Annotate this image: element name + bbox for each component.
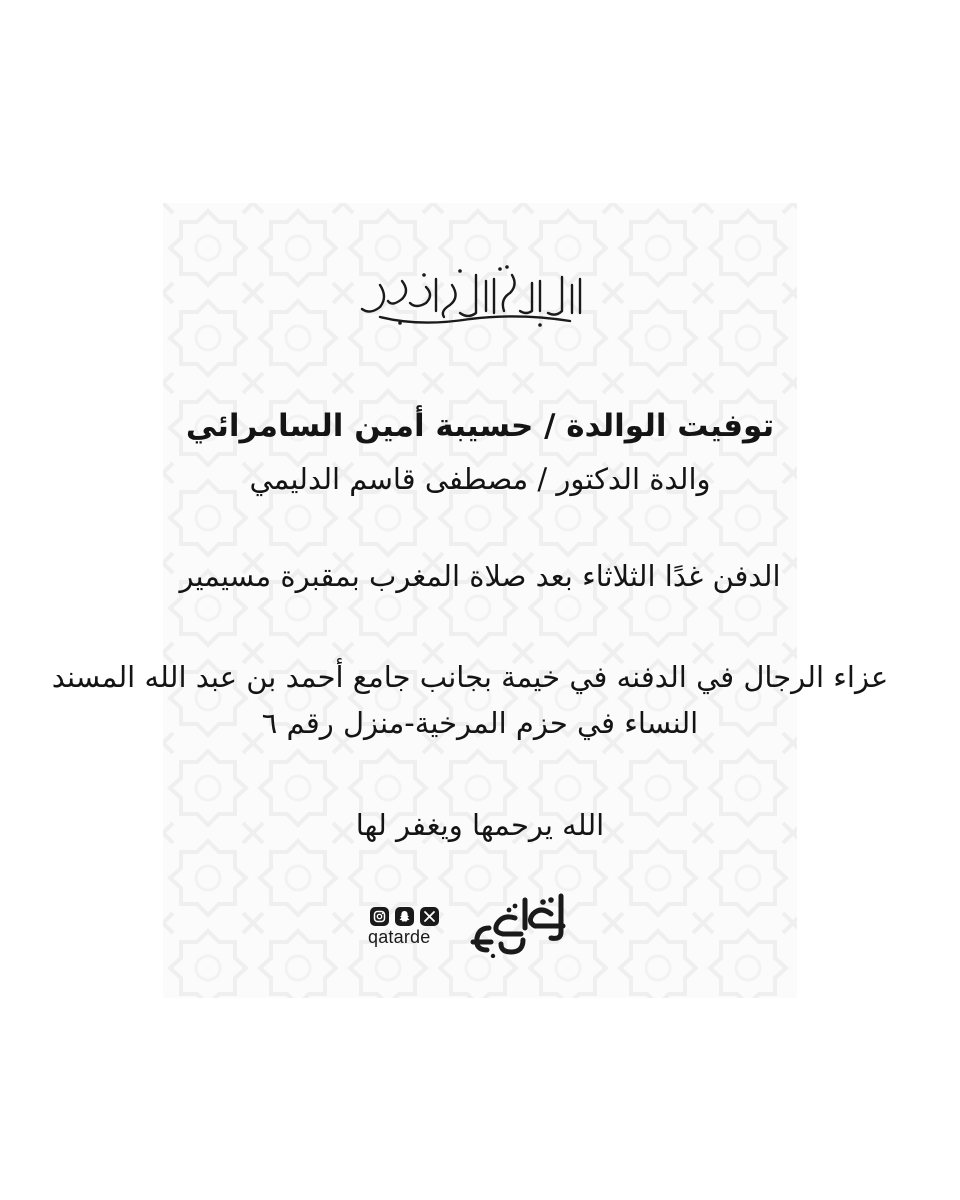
brand-logo bbox=[463, 888, 573, 958]
burial-info: الدفن غدًا الثلاثاء بعد صلاة المغرب بمقبرة مسيمير bbox=[179, 559, 781, 593]
condolence-women-info: النساء في حزم المرخية-منزل رقم ٦ bbox=[261, 706, 699, 740]
relation-line: والدة الدكتور / مصطفى قاسم الدليمي bbox=[249, 462, 711, 496]
instagram-icon[interactable] bbox=[370, 907, 389, 926]
prayer-line: الله يرحمها ويغفر لها bbox=[355, 808, 605, 842]
deceased-title: توفيت الوالدة / حسيبة أمين السامرائي bbox=[185, 408, 775, 444]
footer-branding bbox=[368, 880, 578, 960]
x-icon[interactable] bbox=[420, 907, 439, 926]
snapchat-icon[interactable] bbox=[395, 907, 414, 926]
social-handle[interactable]: qatarde bbox=[368, 927, 431, 947]
social-icons bbox=[370, 907, 439, 926]
quran-verse-calligraphy bbox=[340, 255, 620, 335]
condolence-men-info: عزاء الرجال في الدفنه في خيمة بجانب جامع أحمد بن عبد الله المسند bbox=[51, 660, 889, 694]
